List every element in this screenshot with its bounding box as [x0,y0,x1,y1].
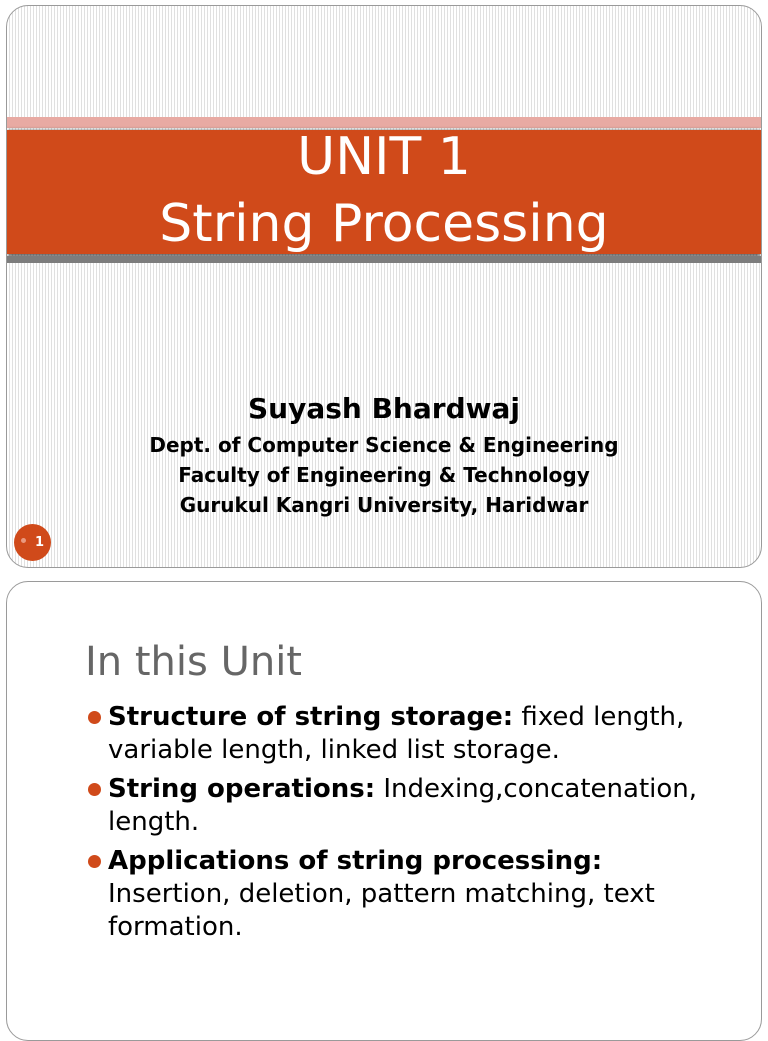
slide-heading: In this Unit [85,639,302,685]
author-name: Suyash Bhardwaj [248,392,520,425]
bullet-list [85,701,725,950]
title-slide [6,5,762,568]
author-department: Dept. of Computer Science & Engineering [149,433,619,457]
content-slide [6,581,762,1041]
bullet-label: Applications of string processing: [108,846,603,876]
bullet-label: Structure of string storage: [108,702,514,732]
bullet-text: fixed length, variable length, linked list storage. [108,702,685,765]
author-university: Gurukul Kangri University, Haridwar [179,493,589,517]
slide-number-badge [14,524,51,561]
slide-title-line2: String Processing [159,194,609,254]
bullet-text: Indexing,concatenation, length. [108,774,698,837]
bullet-dot-icon [88,783,101,796]
bullet-dot-icon [88,711,101,724]
bullet-item [85,845,725,944]
bullet-text: Insertion, deletion, pattern matching, text formation. [108,879,655,942]
bullet-item [85,773,725,839]
author-faculty: Faculty of Engineering & Technology [178,463,590,487]
bullet-dot-icon [88,855,101,868]
slide-title-line1: UNIT 1 [297,127,471,187]
slide-number: 1 [34,535,45,550]
title-band-bottom-stripe [7,256,761,263]
bullet-label: String operations: [108,774,376,804]
bullet-item [85,701,725,767]
slide-number-dot-icon [21,538,26,543]
